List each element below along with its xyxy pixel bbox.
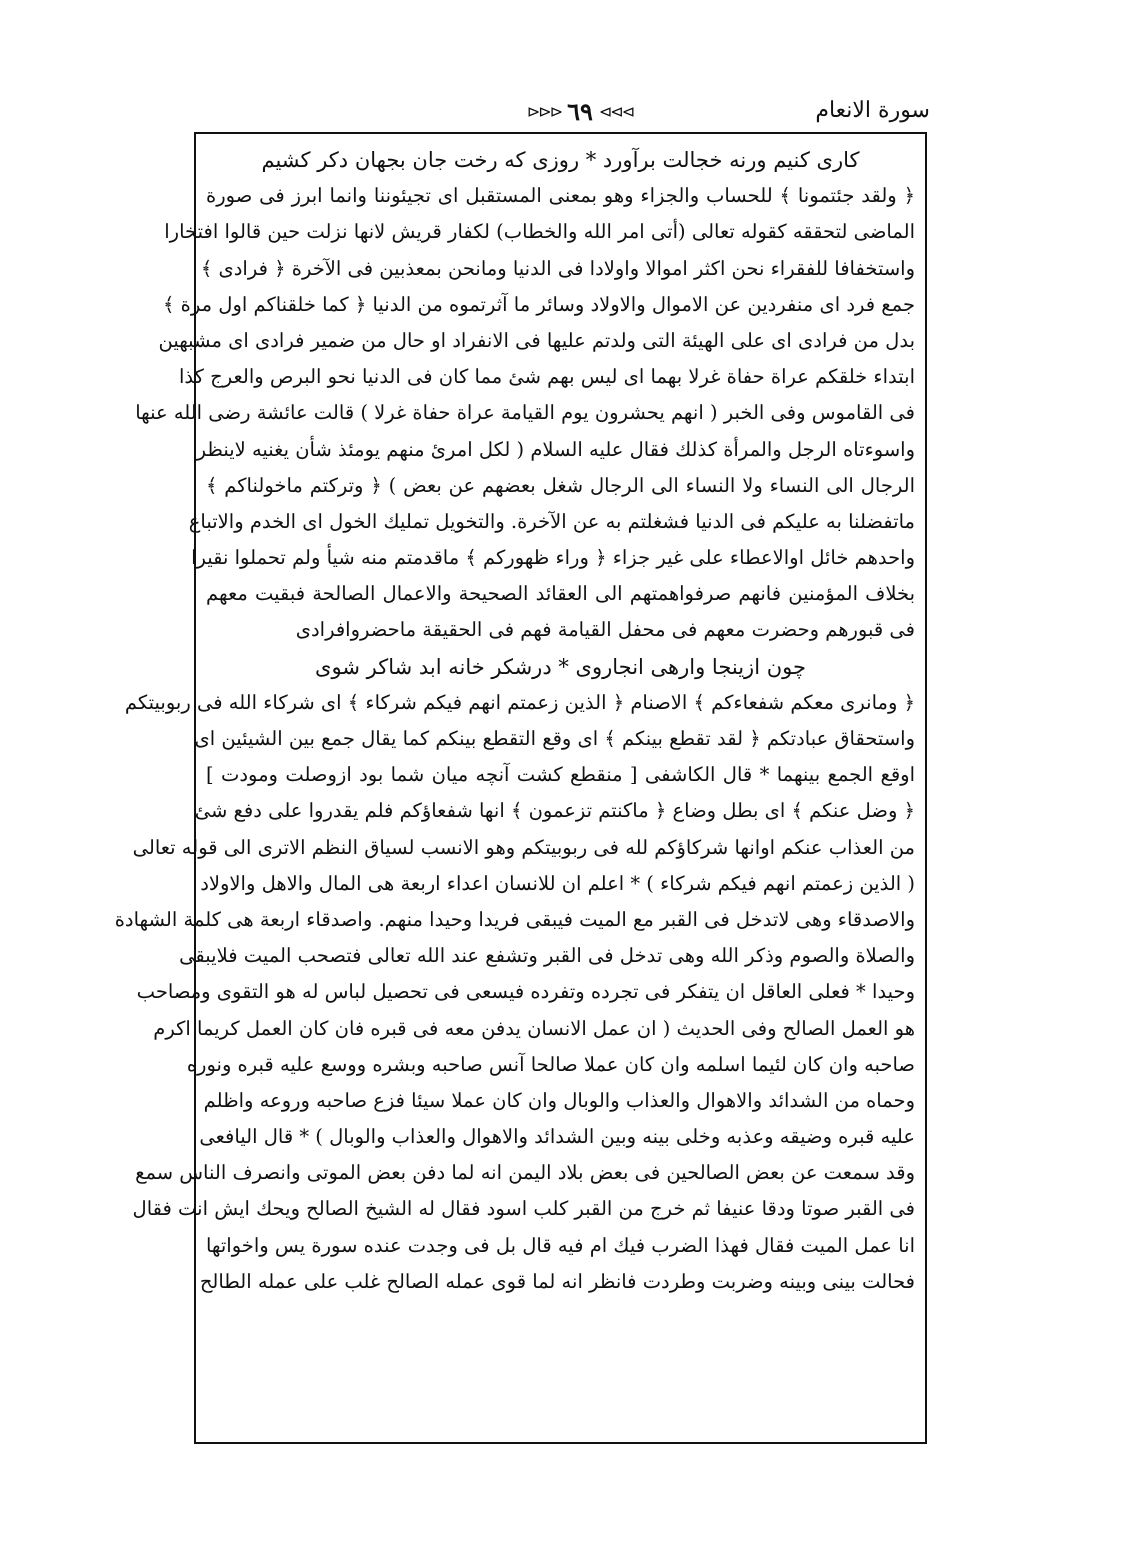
text-line: بدل من فرادى اى على الهيئة التى ولدتم عليها فى الانفراد او حال من ضمير فرادى اى مشبهين — [158, 328, 915, 352]
text-line: هو العمل الصالح وفى الحديث ( ان عمل الانسان يدفن معه فى قبره فان كان العمل كريما اكرم — [153, 1016, 915, 1040]
text-line: الرجال الى النساء ولا النساء الى الرجال شغل بعضهم عن بعض ) ﴿ وتركتم ماخولناكم ﴾ — [206, 473, 915, 497]
text-line: واحدهم خائل اوالاعطاء على غير جزاء ﴿ وراء ظهوركم ﴾ ماقدمتم منه شيأ ولم تحملوا نقيرا — [191, 546, 915, 570]
text-line: فى قبورهم وحضرت معهم فى محفل القيامة فهم فى الحقيقة ماحضروافرادى — [295, 618, 915, 642]
verse-line: كارى كنيم ورنه خجالت برآورد * روزى كه رخت جان بجهان دكر كشيم — [261, 148, 860, 172]
verse-line: چون ازينجا وارهى انجاروى * درشكر خانه ابد شاكر شوى — [315, 654, 806, 679]
ornament-right-icon: ⊲⊲⊲ — [598, 101, 634, 121]
page-header — [195, 92, 930, 132]
text-line: جمع فرد اى منفردين عن الاموال والاولاد وسائر ما آثرتموه من الدنيا ﴿ كما خلقناكم اول مرة ﴾ — [163, 292, 915, 316]
text-line: انا عمل الميت فقال فهذا الضرب فيك ام فيه قال بل فى وجدت عنده سورة يس واخواتها — [205, 1233, 915, 1257]
text-line: الماضى لتحققه كقوله تعالى (أتى امر الله والخطاب) لكفار قريش لانها نزلت حين قالوا افتخارا — [164, 220, 915, 244]
main-text-block — [114, 142, 915, 1434]
text-line: اوقع الجمع بينهما * قال الكاشفى [ منقطع كشت آنچه ميان شما بود ازوصلت ومودت ] — [206, 763, 915, 787]
text-line: ﴿ ومانرى معكم شفعاءكم ﴾ الاصنام ﴿ الذين زعمتم انهم فيكم شركاء ﴾ اى شركاء الله فى ربوبيتكم — [124, 690, 915, 714]
page-number: ٦٩ — [567, 96, 593, 126]
text-line: من العذاب عنكم اوانها شركاؤكم لله فى ربوبيتكم وهو الانسب لسياق النظم الاترى الى قوله تعالى — [132, 835, 915, 859]
text-line: ﴿ وضل عنكم ﴾ اى بطل وضاع ﴿ ماكنتم تزعمون ﴾ انها شفعاؤكم فلم يقدروا على دفع شئ — [194, 799, 915, 823]
text-line: فى القبر صوتا ودقا عنيفا ثم خرج من القبر كلب اسود فقال له الشيخ الصالح ويحك ايش انت فقال — [132, 1197, 915, 1221]
text-line: فحالت بينى وبينه وضربت وطردت فانظر انه لما قوى عمله الصالح غلب على عمله الطالح — [199, 1269, 915, 1293]
text-line: وحيدا * فعلى العاقل ان يتفكر فى تجرده وتفرده فيسعى فى تحصيل لباس له هو التقوى ومصاحب — [136, 980, 915, 1004]
text-line: وقد سمعت عن بعض الصالحين فى بعض بلاد اليمن انه لما دفن بعض الموتى وانصرف الناس سمع — [135, 1161, 915, 1185]
running-head-surah-title: سورة الانعام — [815, 98, 930, 123]
text-line: والاصدقاء وهى لاتدخل فى القبر مع الميت فيبقى فريدا وحيدا منهم. واصدقاء اربعة هى كلمة الشهادة — [114, 907, 915, 931]
text-line: واسوءتاه الرجل والمرأة كذلك فقال عليه السلام ( لكل امرئ منهم يومئذ شأن يغنيه لاينظر — [196, 437, 915, 461]
text-line: والصلاة والصوم وذكر الله وهى تدخل فى القبر وتشفع عند الله تعالى فتصحب الميت فلايبقى — [179, 944, 915, 968]
text-line: ﴿ ولقد جئتمونا ﴾ للحساب والجزاء وهو بمعنى المستقبل اى تجيئوننا وانما ابرز فى صورة — [206, 184, 915, 208]
text-line: صاحبه وان كان لئيما اسلمه وان كان عملا صالحا آنس صاحبه وبشره ووسع عليه قبره ونوره — [186, 1052, 915, 1076]
page-number-block — [525, 96, 635, 126]
text-line: فى القاموس وفى الخبر ( انهم يحشرون يوم القيامة عراة حفاة غرلا ) قالت عائشة رضى الله عنها — [135, 401, 915, 425]
text-line: عليه قبره وضيقه وعذبه وخلى بينه وبين الشدائد والاهوال والعذاب والوبال ) * قال اليافعى — [199, 1125, 915, 1149]
text-line: وحماه من الشدائد والاهوال والعذاب والوبال وان كان عملا سيئا فزع صاحبه وروعه واظلم — [203, 1088, 915, 1112]
text-line: واستحقاق عبادتكم ﴿ لقد تقطع بينكم ﴾ اى وقع التقطع بينكم كما يقال جمع بين الشيئين اى — [194, 727, 915, 750]
ornament-left-icon: ⊳⊳⊳ — [526, 101, 562, 121]
text-line: ماتفضلنا به عليكم فى الدنيا فشغلتم به عن الآخرة. والتخويل تمليك الخول اى الخدم والاتباع — [188, 509, 915, 533]
text-line: ( الذين زعمتم انهم فيكم شركاء ) * اعلم ان للانسان اعداء اربعة هى المال والاهل والاولاد — [200, 871, 915, 895]
text-line: بخلاف المؤمنين فانهم صرفواهمتهم الى العقائد الصحيحة والاعمال الصالحة فبقيت معهم — [206, 582, 915, 606]
text-line: ابتداء خلقكم عراة حفاة غرلا بهما اى ليس بهم شئ مما كان فى الدنيا نحو البرص والعرج كذا — [179, 365, 915, 389]
text-frame — [114, 132, 927, 1444]
text-line: واستخفافا للفقراء نحن اكثر اموالا واولادا فى الدنيا ومانحن بمعذبين فى الآخرة ﴿ فرادى ﴾ — [200, 256, 915, 280]
